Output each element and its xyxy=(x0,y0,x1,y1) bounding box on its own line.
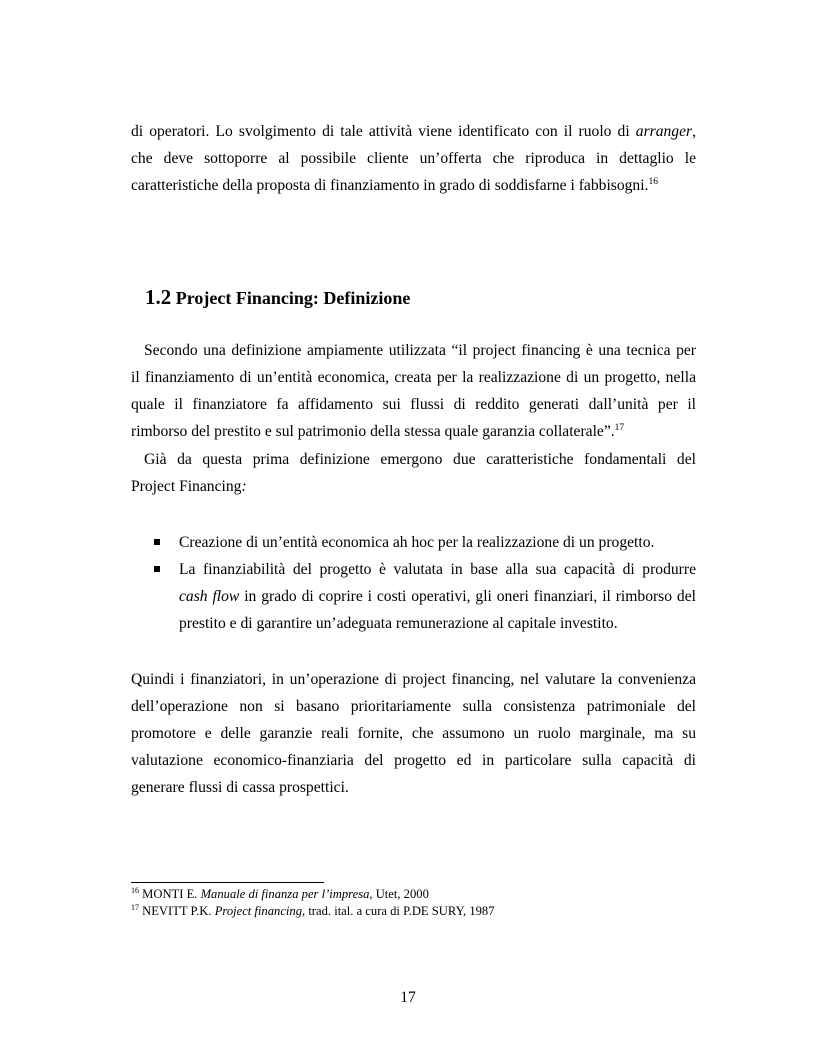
intro-paragraph xyxy=(131,118,696,199)
text-line: quale il finanziatore fa affidamento sui flussi di reddito generati dall’unità per il xyxy=(131,396,696,413)
list-item xyxy=(150,556,696,637)
emphasis-cash-flow: cash flow xyxy=(179,588,240,605)
text-line: Quindi i finanziatori, in un’operazione di project financing, nel valutare la convenienza xyxy=(131,671,696,688)
text-run: in grado di coprire i costi operativi, gli oneri finanziari, il rimborso del xyxy=(239,588,696,605)
footnote-number: 16 xyxy=(131,886,139,895)
footnote-publisher: , trad. ital. a cura di P.DE SURY, 1987 xyxy=(302,904,495,918)
text-line xyxy=(131,172,696,199)
text-line: promotore e delle garanzie reali fornite, che assumono un ruolo marginale, ma su xyxy=(131,725,696,742)
text-line xyxy=(131,418,696,445)
page-number: 17 xyxy=(400,989,416,1006)
text-line xyxy=(179,583,696,610)
text-line: La finanziabilità del progetto è valutata in base alla sua capacità di produrre xyxy=(179,561,696,578)
footnote-16 xyxy=(131,886,696,903)
footnote-17 xyxy=(131,903,696,920)
footnote-author: NEVITT P.K. xyxy=(139,904,215,918)
text-run: , xyxy=(692,123,696,140)
text-line: il finanziamento di un’entità economica, creata per la realizzazione di un progetto, nella xyxy=(131,369,696,386)
footnote-reference[interactable]: 16 xyxy=(648,177,658,187)
footnote-author: MONTI E. xyxy=(139,887,201,901)
characteristics-paragraph xyxy=(131,446,696,500)
emphasis-arranger: arranger xyxy=(635,123,693,140)
section-title: Project Financing: Definizione xyxy=(175,288,411,308)
footnote-reference[interactable]: 17 xyxy=(614,423,625,433)
text-line xyxy=(131,473,696,500)
emphasis-colon: : xyxy=(241,478,247,495)
text-line: generare flussi di cassa prospettici. xyxy=(131,779,349,796)
list-item xyxy=(150,529,696,556)
text-line: Già da questa prima definizione emergono due caratteristiche fondamentali del xyxy=(144,451,696,468)
footnote-number: 17 xyxy=(131,903,139,912)
text-line: Creazione di un’entità economica ah hoc per la realizzazione di un progetto. xyxy=(179,534,655,551)
text-run: Project Financing xyxy=(131,478,242,495)
text-line: Secondo una definizione ampiamente utilizzata “il project financing è una tecnica per xyxy=(144,342,696,359)
footnotes xyxy=(131,886,696,920)
conclusion-paragraph xyxy=(131,666,696,801)
definition-paragraph xyxy=(131,337,696,445)
section-heading xyxy=(145,284,410,311)
text-run: caratteristiche della proposta di finanziamento in grado di soddisfarne i fabbisogni. xyxy=(131,177,649,194)
footnote-title: Project financing xyxy=(214,904,303,918)
text-line: che deve sottoporre al possibile cliente un’offerta che riproduca in dettaglio le xyxy=(131,150,696,167)
footnote-publisher: , Utet, 2000 xyxy=(369,887,429,901)
text-line: prestito e di garantire un’adeguata remunerazione al capitale investito. xyxy=(179,615,618,632)
characteristics-list xyxy=(150,529,696,637)
bullet-square-icon xyxy=(154,539,160,545)
section-number: 1.2 xyxy=(145,285,172,309)
text-line: valutazione economico-finanziaria del progetto ed in particolare sulla capacità di xyxy=(131,752,696,769)
text-run: rimborso del prestito e sul patrimonio della stessa quale garanzia collaterale”. xyxy=(131,423,615,440)
text-line xyxy=(131,118,696,145)
footnote-title: Manuale di finanza per l’impresa xyxy=(200,887,370,901)
text-line: dell’operazione non si basano prioritariamente sulla consistenza patrimoniale del xyxy=(131,698,696,715)
bullet-square-icon xyxy=(154,566,160,572)
footnote-separator xyxy=(131,882,324,883)
text-run: di operatori. Lo svolgimento di tale attività viene identificato con il ruolo di xyxy=(131,123,636,140)
